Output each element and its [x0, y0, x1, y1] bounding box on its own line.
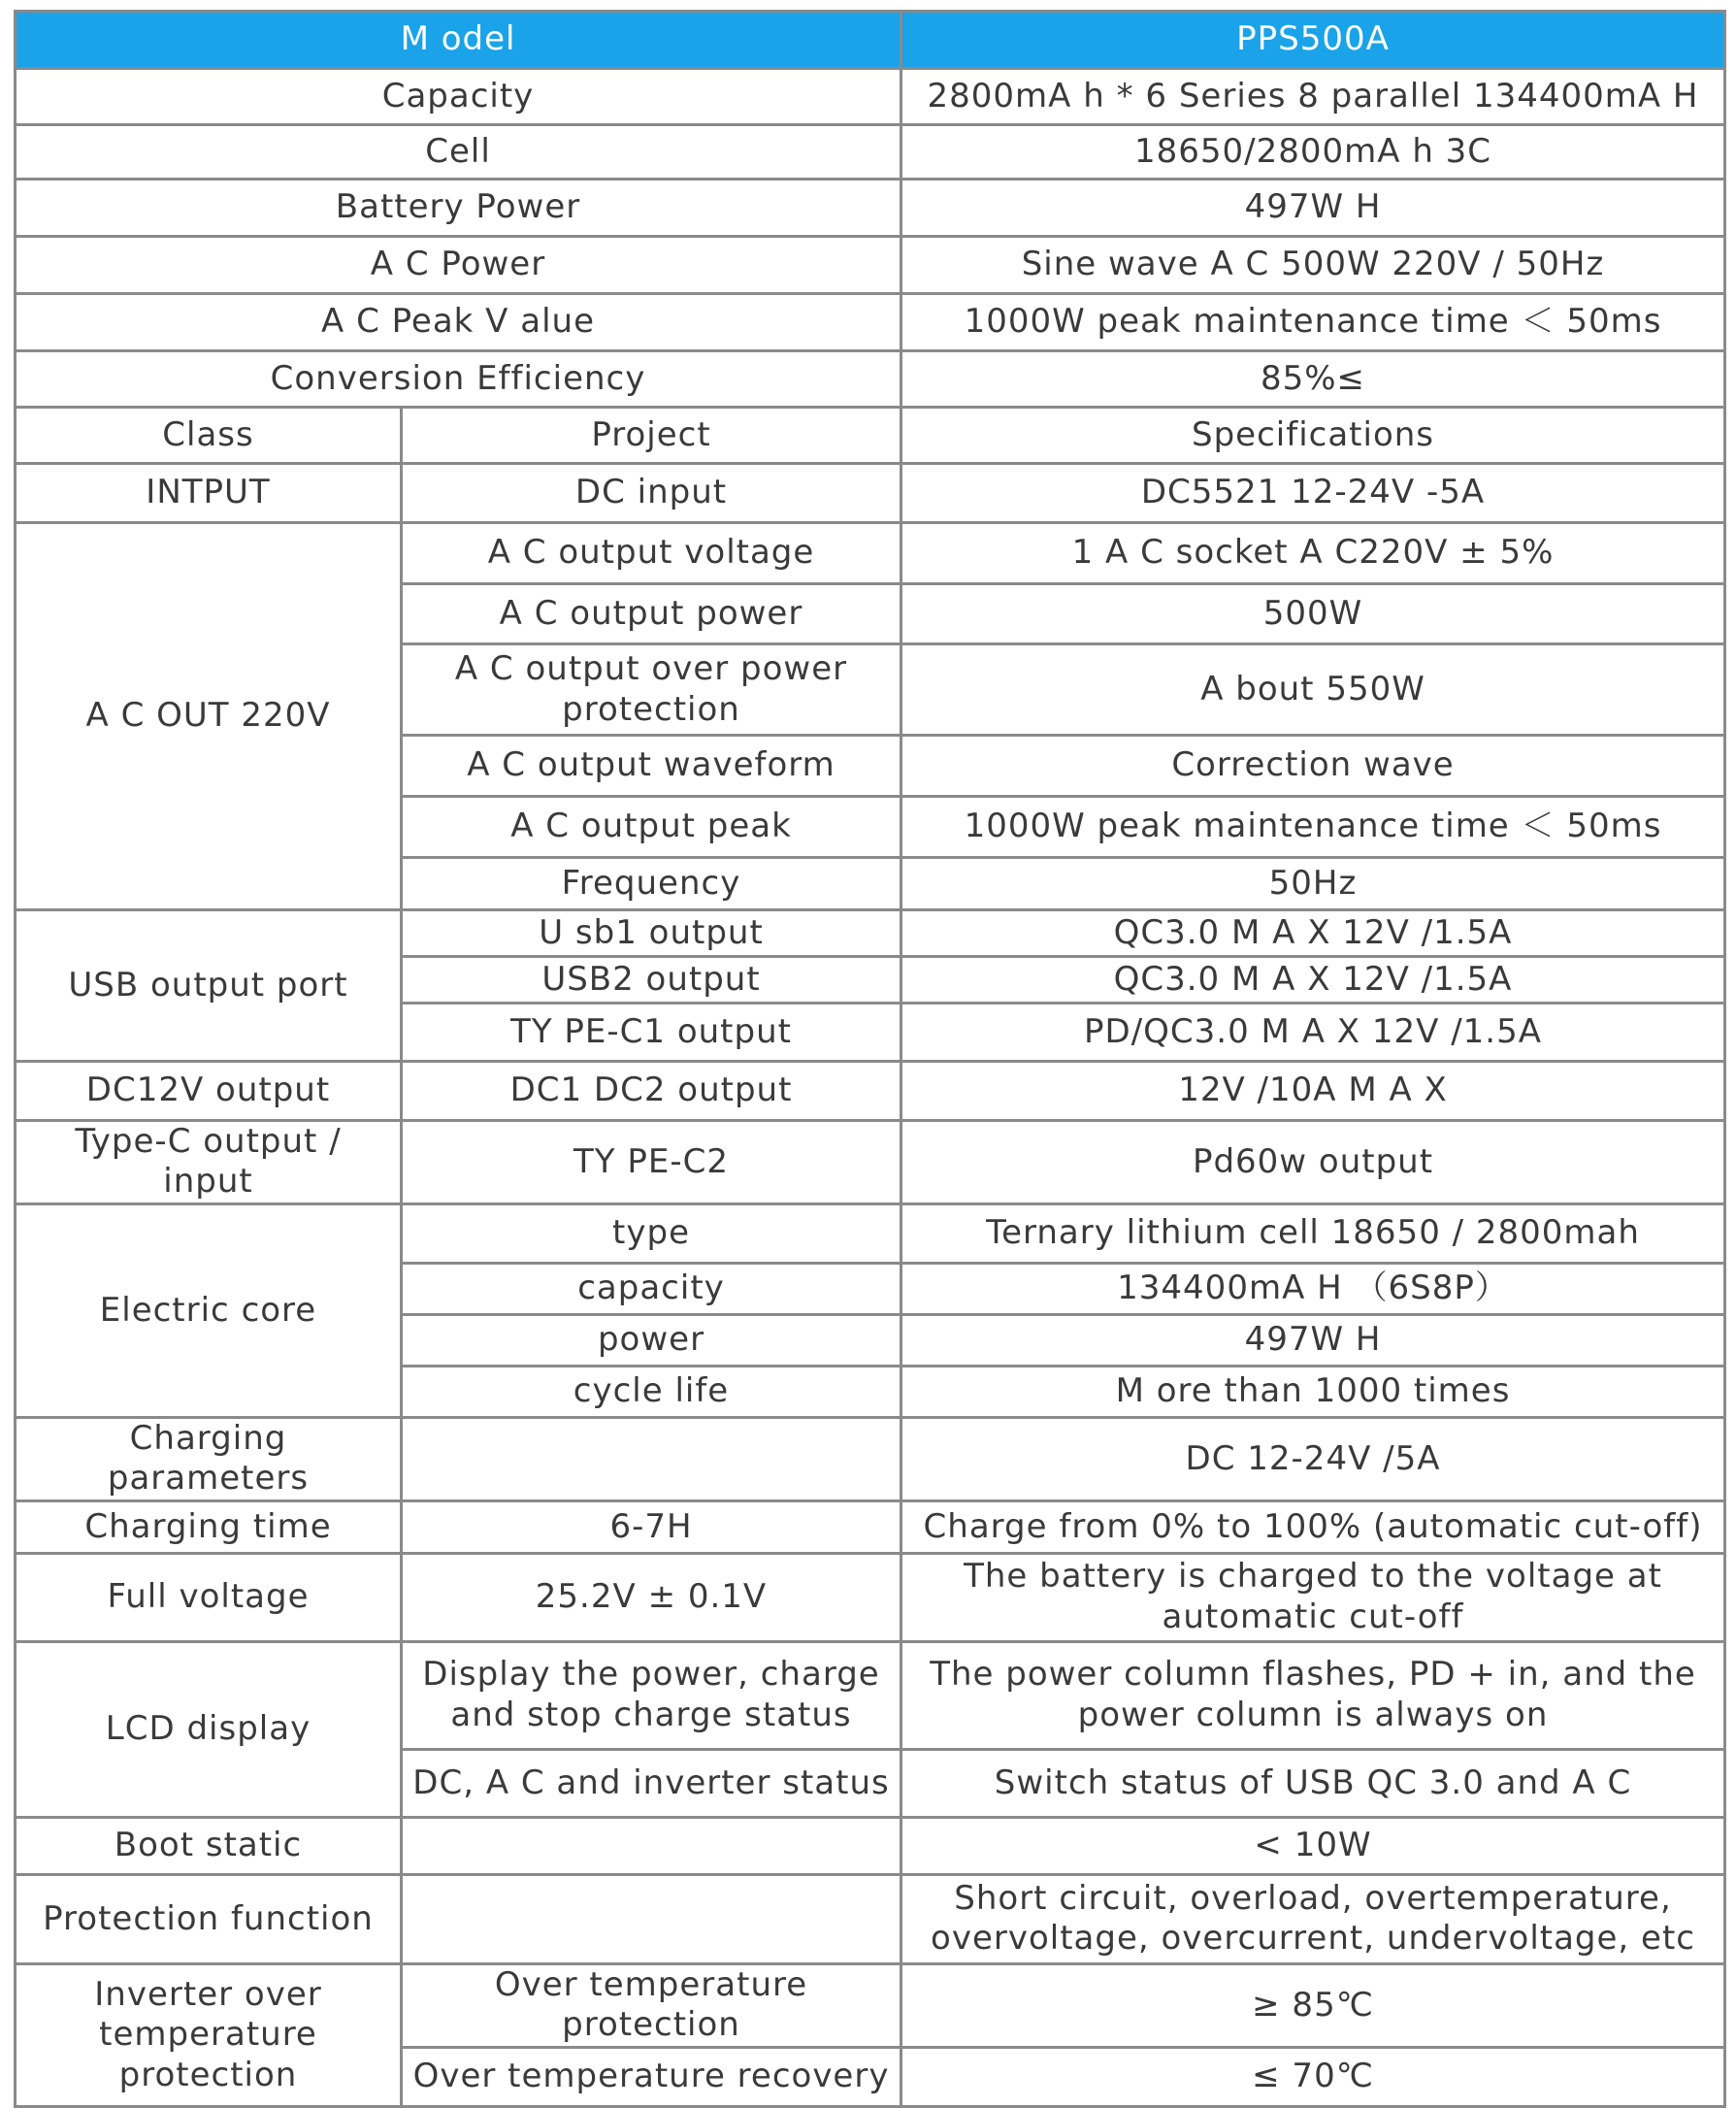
project-cell: Display the power, charge and stop charge status: [402, 1641, 901, 1749]
spec-cell: 50Hz: [901, 858, 1725, 910]
class-cell: Protection function: [16, 1874, 402, 1963]
table-row: [16, 1203, 1725, 1263]
project-cell: 6-7H: [402, 1500, 901, 1553]
project-cell: capacity: [402, 1263, 901, 1314]
class-header: Class: [16, 408, 402, 464]
table-row: [16, 351, 1725, 408]
spec-label: A C Peak V alue: [16, 294, 901, 351]
spec-cell: < 10W: [901, 1817, 1725, 1874]
spec-cell: A bout 550W: [901, 644, 1725, 736]
spec-cell: PD/QC3.0 M A X 12V /1.5A: [901, 1004, 1725, 1062]
table-row: [16, 180, 1725, 237]
table-row: [16, 69, 1725, 125]
class-cell: Boot static: [16, 1817, 402, 1874]
table-row: [16, 1641, 1725, 1749]
spec-table: [14, 10, 1726, 2108]
table-row: [16, 1553, 1725, 1641]
spec-cell: 1000W peak maintenance time ＜ 50ms: [901, 797, 1725, 858]
spec-cell: ≤ 70℃: [901, 2047, 1725, 2106]
spec-cell: The power column flashes, PD + in, and the power column is always on: [901, 1641, 1725, 1749]
spec-cell: 497W H: [901, 1314, 1725, 1366]
spec-cell: Correction wave: [901, 736, 1725, 797]
table-row: [16, 1417, 1725, 1500]
table-row: [16, 294, 1725, 351]
project-cell: DC, A C and inverter status: [402, 1749, 901, 1817]
table-row: [16, 910, 1725, 957]
class-cell: Inverter over temperature protection: [16, 1963, 402, 2106]
spec-cell: QC3.0 M A X 12V /1.5A: [901, 957, 1725, 1004]
project-cell: A C output voltage: [402, 523, 901, 584]
table-row: [16, 1874, 1725, 1963]
project-cell: DC1 DC2 output: [402, 1062, 901, 1121]
spec-cell: DC5521 12-24V -5A: [901, 464, 1725, 523]
class-cell: INTPUT: [16, 464, 402, 523]
spec-cell: Short circuit, overload, overtemperature, overvoltage, overcurrent, undervoltage, etc: [901, 1874, 1725, 1963]
spec-cell: 1 A C socket A C220V ± 5%: [901, 523, 1725, 584]
class-cell: DC12V output: [16, 1062, 402, 1121]
spec-header: Specifications: [901, 408, 1725, 464]
table-row: [16, 1817, 1725, 1874]
project-cell: TY PE-C2: [402, 1121, 901, 1204]
project-cell: cycle life: [402, 1366, 901, 1417]
spec-cell: Ternary lithium cell 18650 / 2800mah: [901, 1203, 1725, 1263]
project-cell: [402, 1817, 901, 1874]
table-row: [16, 1500, 1725, 1553]
project-cell: USB2 output: [402, 957, 901, 1004]
spec-cell: DC 12-24V /5A: [901, 1417, 1725, 1500]
spec-value: 1000W peak maintenance time ＜ 50ms: [901, 294, 1725, 351]
table-row: [16, 1121, 1725, 1204]
class-cell: Charging parameters: [16, 1417, 402, 1500]
class-cell: Charging time: [16, 1500, 402, 1553]
spec-value: 85%≤: [901, 351, 1725, 408]
spec-cell: 134400mA H （6S8P）: [901, 1263, 1725, 1314]
project-cell: 25.2V ± 0.1V: [402, 1553, 901, 1641]
spec-cell: Switch status of USB QC 3.0 and A C: [901, 1749, 1725, 1817]
spec-label: Capacity: [16, 69, 901, 125]
project-cell: TY PE-C1 output: [402, 1004, 901, 1062]
column-header-row: [16, 408, 1725, 464]
project-cell: [402, 1874, 901, 1963]
project-cell: DC input: [402, 464, 901, 523]
model-label: M odel: [16, 12, 901, 69]
table-row: [16, 523, 1725, 584]
spec-cell: Charge from 0% to 100% (automatic cut-off): [901, 1500, 1725, 1553]
class-cell: Electric core: [16, 1203, 402, 1417]
spec-value: Sine wave A C 500W 220V / 50Hz: [901, 237, 1725, 294]
spec-cell: 500W: [901, 584, 1725, 644]
spec-cell: ≥ 85℃: [901, 1963, 1725, 2047]
class-cell: LCD display: [16, 1641, 402, 1817]
project-cell: A C output waveform: [402, 736, 901, 797]
spec-value: 18650/2800mA h 3C: [901, 125, 1725, 180]
project-cell: [402, 1417, 901, 1500]
spec-label: A C Power: [16, 237, 901, 294]
project-cell: A C output power: [402, 584, 901, 644]
project-cell: Over temperature protection: [402, 1963, 901, 2047]
project-cell: power: [402, 1314, 901, 1366]
spec-label: Conversion Efficiency: [16, 351, 901, 408]
project-cell: U sb1 output: [402, 910, 901, 957]
model-value: PPS500A: [901, 12, 1725, 69]
table-row: [16, 237, 1725, 294]
spec-cell: Pd60w output: [901, 1121, 1725, 1204]
spec-cell: M ore than 1000 times: [901, 1366, 1725, 1417]
table-row: [16, 125, 1725, 180]
class-cell: Full voltage: [16, 1553, 402, 1641]
spec-value: 2800mA h * 6 Series 8 parallel 134400mA H: [901, 69, 1725, 125]
class-cell: Type-C output / input: [16, 1121, 402, 1204]
table-row: [16, 1963, 1725, 2047]
project-cell: type: [402, 1203, 901, 1263]
spec-cell: QC3.0 M A X 12V /1.5A: [901, 910, 1725, 957]
spec-label: Battery Power: [16, 180, 901, 237]
spec-cell: The battery is charged to the voltage at automatic cut-off: [901, 1553, 1725, 1641]
project-cell: Frequency: [402, 858, 901, 910]
table-row: [16, 464, 1725, 523]
table-row: [16, 1062, 1725, 1121]
project-header: Project: [402, 408, 901, 464]
spec-cell: 12V /10A M A X: [901, 1062, 1725, 1121]
project-cell: A C output peak: [402, 797, 901, 858]
header-row: [16, 12, 1725, 69]
spec-label: Cell: [16, 125, 901, 180]
class-cell: USB output port: [16, 910, 402, 1062]
project-cell: A C output over power protection: [402, 644, 901, 736]
spec-value: 497W H: [901, 180, 1725, 237]
class-cell: A C OUT 220V: [16, 523, 402, 910]
project-cell: Over temperature recovery: [402, 2047, 901, 2106]
